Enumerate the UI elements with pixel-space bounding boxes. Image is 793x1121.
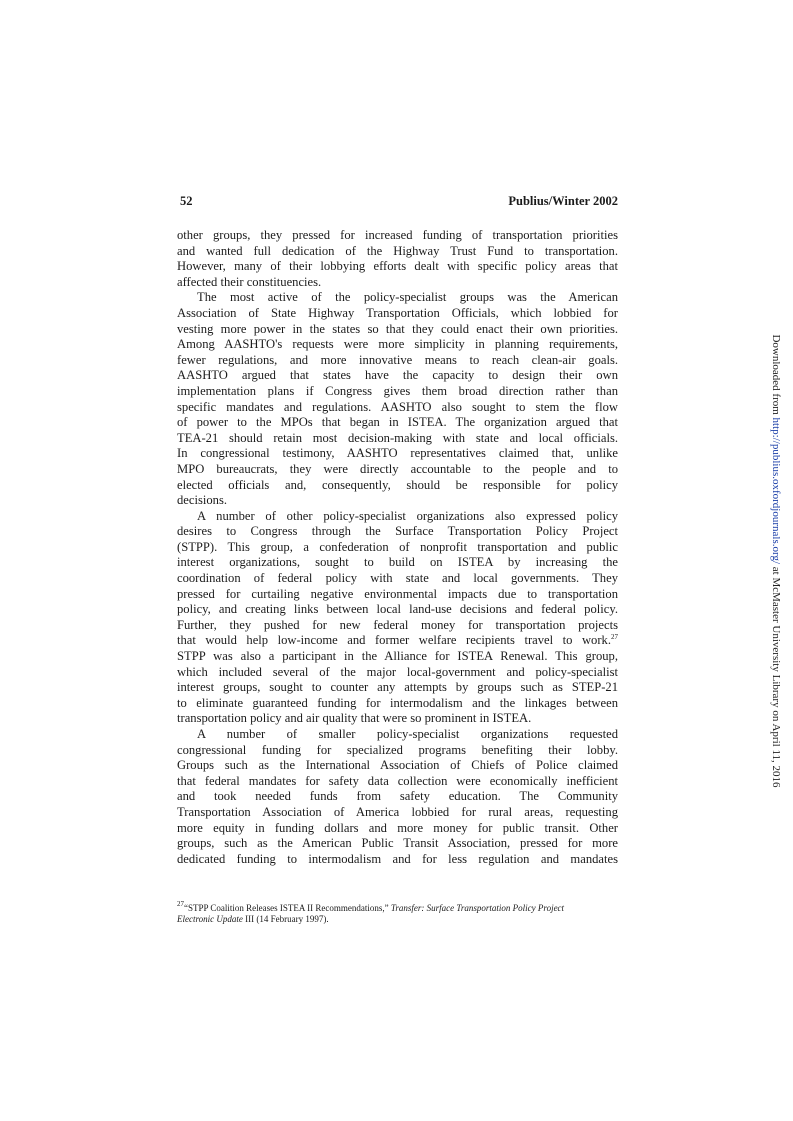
text-line — [177, 680, 618, 696]
text-line-content: vesting more power in the states so that they could enact their own priorities. — [177, 321, 618, 336]
text-line-content: decisions. — [177, 493, 228, 508]
text-line-content: that federal mandates for safety data collection were economically inefficient — [177, 773, 618, 788]
footnote-line-2 — [177, 914, 618, 925]
text-line-content: and took needed funds from safety education. The Community — [177, 789, 618, 804]
text-line — [177, 478, 618, 494]
text-line-content: other groups, they pressed for increased funding of transportation priorities — [177, 228, 618, 242]
footnote-citation: “STPP Coalition Releases ISTEA II Recommendations,” — [184, 903, 391, 913]
text-line-content: Among AASHTO's requests were more simplicity in planning requirements, — [177, 337, 618, 352]
text-line — [177, 821, 618, 837]
text-line-content: STPP was also a participant in the Alliance for ISTEA Renewal. This group, — [177, 649, 618, 664]
text-line-content: interest groups, sought to counter any attempts by groups such as STEP-21 — [177, 680, 618, 695]
text-line — [177, 696, 618, 712]
text-line-content: interest organizations, sought to build on ISTEA by increasing the — [177, 555, 618, 570]
text-line-content: more equity in funding dollars and more money for public transit. Other — [177, 820, 618, 835]
text-line — [177, 275, 618, 291]
footnote-publication-cont: Electronic Update — [177, 914, 243, 924]
text-line-content: affected their constituencies. — [177, 274, 322, 289]
footnote-publication: Transfer: Surface Transportation Policy Project — [390, 903, 565, 913]
text-line-content: policy, and creating links between local land-use decisions and federal policy. — [177, 602, 618, 617]
page-number: 52 — [180, 194, 193, 208]
text-line — [177, 789, 618, 805]
text-line — [177, 384, 618, 400]
text-line — [177, 259, 618, 275]
text-line-content: specific mandates and regulations. AASHTO also sought to stem the flow — [177, 399, 618, 414]
footnote-date: III (14 February 1997). — [242, 914, 329, 924]
text-line-content: groups, such as the American Public Transit Association, pressed for more — [177, 836, 618, 851]
text-line — [177, 758, 618, 774]
text-line — [177, 431, 618, 447]
text-line — [177, 353, 618, 369]
text-line — [177, 602, 618, 618]
footnote-ref: 27 — [611, 633, 618, 642]
footnote-number: 27 — [177, 900, 184, 908]
text-line — [177, 322, 618, 338]
text-line — [177, 805, 618, 821]
text-line — [177, 649, 618, 665]
text-line — [177, 446, 618, 462]
text-line-content: pressed for curtailing negative environmental impacts due to transportation — [177, 586, 618, 601]
download-notice-link[interactable]: http://publius.oxfordjournals.org/ — [770, 417, 782, 565]
text-line — [177, 540, 618, 556]
text-line-content: and wanted full dedication of the Highway Trust Fund to transportation. — [177, 243, 618, 258]
text-line — [177, 587, 618, 603]
text-line — [177, 743, 618, 759]
text-line-content: transportation policy and air quality that were so prominent in ISTEA. — [177, 711, 532, 726]
text-line — [177, 571, 618, 587]
text-line-content: (STPP). This group, a confederation of nonprofit transportation and public — [177, 539, 618, 554]
text-line-content: implementation plans if Congress gives them broad direction rather than — [177, 383, 618, 398]
text-line — [177, 618, 618, 634]
text-line-content: A number of other policy-specialist organizations also expressed policy — [197, 508, 618, 523]
text-line — [177, 228, 618, 244]
text-line — [177, 711, 618, 727]
text-line-content: TEA-21 should retain most decision-making with state and local officials. — [177, 430, 618, 445]
text-line — [177, 400, 618, 416]
text-line — [177, 244, 618, 260]
download-notice-suffix: at McMaster University Library on April 11, 2016 — [770, 564, 782, 788]
text-line-content: Groups such as the International Association of Chiefs of Police claimed — [177, 758, 618, 773]
text-line-content: which included several of the major local-government and policy-specialist — [177, 664, 618, 679]
text-line — [177, 774, 618, 790]
text-line — [177, 290, 618, 306]
text-line — [177, 306, 618, 322]
text-line — [177, 836, 618, 852]
text-line — [177, 337, 618, 353]
text-line — [177, 509, 618, 525]
text-line-content: Association of State Highway Transportation Officials, which lobbied for — [177, 305, 618, 320]
text-line-content: congressional funding for specialized programs benefiting their lobby. — [177, 742, 618, 757]
text-line-content: In congressional testimony, AASHTO representatives claimed that, unlike — [177, 446, 618, 461]
text-line — [177, 665, 618, 681]
text-line — [177, 415, 618, 431]
text-line-content: to eliminate guaranteed funding for intermodalism and the linkages between — [177, 695, 618, 710]
text-line-content: elected officials and, consequently, should be responsible for policy — [177, 477, 618, 492]
text-line-content: coordination of federal policy with state and local governments. They — [177, 571, 618, 586]
text-line — [177, 727, 618, 743]
text-line — [177, 524, 618, 540]
text-line-content: that would help low-income and former welfare recipients travel to work. — [177, 633, 611, 648]
text-line-content: Further, they pushed for new federal money for transportation projects — [177, 617, 618, 632]
text-line-content: of power to the MPOs that began in ISTEA. The organization argued that — [177, 415, 618, 430]
text-line-content: The most active of the policy-specialist groups was the American — [197, 290, 618, 305]
text-line — [177, 493, 618, 509]
running-head — [180, 194, 618, 210]
text-line-content: Transportation Association of America lobbied for rural areas, requesting — [177, 804, 618, 819]
text-line — [177, 555, 618, 571]
text-line-content: MPO bureaucrats, they were directly accountable to the people and to — [177, 461, 618, 476]
body-text — [177, 228, 618, 867]
text-line — [177, 852, 618, 868]
text-line-content: However, many of their lobbying efforts dealt with specific policy areas that — [177, 259, 618, 274]
journal-title: Publius/Winter 2002 — [508, 194, 618, 208]
text-line-content: fewer regulations, and more innovative means to reach clean-air goals. — [177, 352, 618, 367]
text-line-content: dedicated funding to intermodalism and for less regulation and mandates — [177, 851, 618, 866]
download-notice-prefix: Downloaded from — [770, 334, 782, 418]
text-line-content: desires to Congress through the Surface Transportation Policy Project — [177, 524, 618, 539]
text-line-content: A number of smaller policy-specialist organizations requested — [197, 727, 618, 741]
footnote — [177, 900, 618, 925]
text-line — [177, 462, 618, 478]
footnote-line-1 — [177, 900, 618, 914]
text-line-content: AASHTO argued that states have the capacity to design their own — [177, 368, 618, 383]
download-notice-text — [770, 334, 782, 787]
text-line — [177, 368, 618, 384]
text-line — [177, 633, 618, 649]
